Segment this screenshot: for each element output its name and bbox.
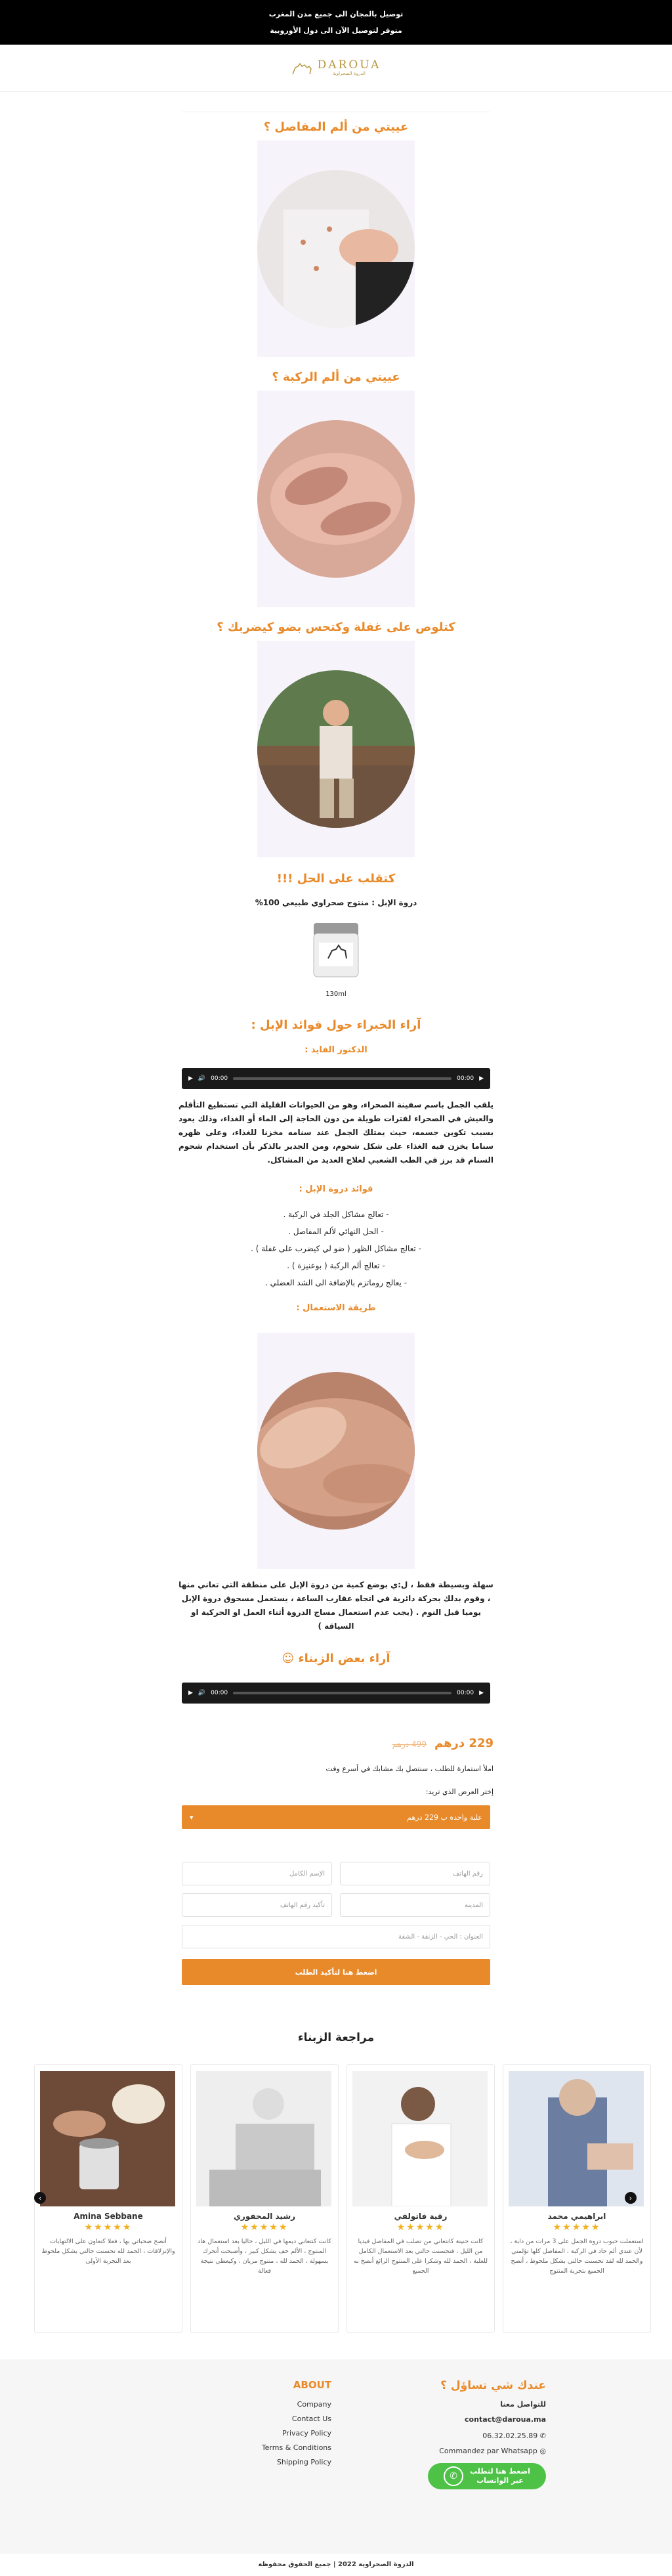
footer-link-company[interactable]: Company: [297, 2400, 331, 2409]
list-item: - الحل النهائي لألم المفاصل .: [288, 1227, 384, 1236]
announcement-line-2: متوفر لتوصيل الآن الى دول الأوروبية: [270, 26, 402, 35]
review-text: كانت حنينة كانتعاني من تصلب في المفاصل فيديا من الليل ، فتحسنت حالتي بعد الاستعمال الكامل للعلبة ، الحمد لله وشكرا على المنتوج الرائع أنصح به الجميع: [354, 2238, 488, 2275]
review-card: [190, 2064, 339, 2333]
address-input[interactable]: العنوان : الحي - الزنقة - الشقة: [182, 1925, 490, 1948]
heading-experts: آراء الخبراء حول فوائد الإبل :: [251, 1018, 421, 1032]
reviewer-name: ابراهيمي محمد: [547, 2212, 606, 2221]
list-item: - تعالج مشاكل الظهر ( ضو لي كيضرب على غفلة ) .: [251, 1244, 421, 1253]
reviews-carousel: [0, 2044, 672, 2333]
review-card: [34, 2064, 182, 2333]
announcement-bar: [0, 0, 672, 45]
confirm-phone-input[interactable]: تأكيد رقم الهاتف: [182, 1893, 332, 1917]
phone-input[interactable]: رقم الهاتف: [340, 1862, 490, 1885]
review-card: [346, 2064, 495, 2333]
star-rating: ★★★★★: [240, 2222, 289, 2233]
contact-email[interactable]: contact@daroua.ma: [465, 2415, 546, 2424]
list-item: - تعالج مشاكل الجلد في الركبة .: [283, 1210, 389, 1219]
knee-pain-image: [257, 391, 415, 607]
reviewer-name: رقية فاتولفي: [394, 2212, 448, 2221]
reviews-title: مراجعة الزبناء: [297, 2031, 375, 2044]
play-icon[interactable]: ▶: [188, 1690, 193, 1696]
footer: [0, 2359, 672, 2576]
back-pain-image: [257, 641, 415, 857]
contact-title: عندك شي تساؤل ؟: [440, 2379, 546, 2392]
mute-icon[interactable]: ▶: [479, 1690, 484, 1696]
heading-solution: كتقلب على الحل !!!: [276, 872, 396, 886]
footer-link-contact[interactable]: Contact Us: [291, 2415, 331, 2423]
heading-doctor: الدكتور الفايد :: [304, 1045, 368, 1055]
whatsapp-icon: ✆: [444, 2466, 463, 2486]
brand-name: DAROUA: [317, 58, 381, 72]
footer-link-terms[interactable]: Terms & Conditions: [261, 2443, 331, 2452]
offer-select[interactable]: [182, 1805, 490, 1829]
reviewer-name: رشيد المحفوري: [233, 2212, 296, 2221]
announcement-line-1: توصيل بالمجان الى جميع مدن المغرب: [268, 10, 404, 18]
audio-time-end: 00:00: [457, 1075, 474, 1082]
whatsapp-icon: ◎: [537, 2447, 546, 2455]
chevron-left-icon: ‹: [38, 2193, 42, 2202]
audio-time-start: 00:00: [211, 1075, 228, 1082]
audio-progress[interactable]: [233, 1077, 452, 1080]
footer-link-shipping[interactable]: Shipping Policy: [276, 2458, 331, 2466]
price: 229 درهم: [434, 1736, 494, 1750]
joint-pain-image: [257, 140, 415, 357]
about-title: ABOUT: [293, 2379, 331, 2391]
audio-player-1[interactable]: [182, 1068, 490, 1089]
phone-icon: ✆: [537, 2432, 546, 2440]
mute-icon[interactable]: ▶: [479, 1075, 484, 1082]
play-icon[interactable]: ▶: [188, 1075, 193, 1082]
order-form: [182, 1862, 490, 1948]
choose-offer-label: إختر العرض الذي تريد:: [425, 1788, 494, 1796]
heading-customer-opinions: آراء بعض الزبناء ☺: [282, 1652, 390, 1665]
copyright: الدروة الصحراوية 2022 | جميع الحقوق محفوظة: [0, 2554, 672, 2576]
smile-icon: ☺: [282, 1652, 295, 1665]
jar-icon: [310, 920, 362, 979]
product-jar: [178, 920, 494, 979]
heading-benefits: فوائد دروة الإبل :: [299, 1184, 373, 1194]
review-text: استعملت حبوب دروة الجمل على 3 مرات من دابة ، لأن عندي ألم حاد في الركبة ، المفاصل كلها تؤلمني والحمد لله لقد تحسنت حالتي بشكل ملحوظ ، أنصح الجميع بتجربة المنتوج: [510, 2238, 644, 2275]
benefits-list: [178, 1206, 494, 1291]
review-text: أنصح صحباتي بها ، فعلا كتعاون على الالتهابات والإنزلاقات ، الحمد لله تحسنت حالتي بشكل ملحوظ بعد التجربة الأولى: [41, 2238, 175, 2265]
offer-selected: علبة واحدة ب 229 درهم: [407, 1813, 482, 1822]
review-text: كانت كنتعاني ديمها في الليل ، حاليا بعد استعمال هاد المنتوج ، الألم خف بشكل كبير ، وأصبحت أتحرك بسهولة ، الحمد لله ، منتوج مزيان ، وكيعطي نتيجة فعالة: [198, 2238, 331, 2275]
list-item: - يعالج روماتزم بالإضافة الى الشد العضلي .: [264, 1278, 408, 1287]
city-input[interactable]: المدينة: [340, 1893, 490, 1917]
header: [0, 45, 672, 92]
full-name-input[interactable]: الإسم الكامل: [182, 1862, 332, 1885]
brand-tagline: الدروة الصحراوية: [333, 71, 366, 76]
heading-knee-pain: عييتي من ألم الركبة ؟: [272, 370, 400, 384]
product-description: دروة الإبل : منتوج صحراوي طبيعي 100%: [255, 898, 417, 907]
usage-text: سهلة وبسيطة فقط ، ل:ي بوضع كمية من دروة الإبل على منطقة التي تعاني منها ، وقوم بدلك بحركة دائرية في اتجاه عقارب الساعة ، يستعمل مسحوق دروة الإبل يوميا قبل النوم . (يجب عدم استعمال مساج الدروة أثناء العمل او الحركية او السياقة ): [178, 1580, 494, 1631]
chevron-down-icon: ▾: [190, 1813, 194, 1822]
contact-subtitle: للتواصل معنا: [500, 2400, 546, 2409]
usage-image: [257, 1333, 415, 1569]
whatsapp-button-line-1: اضغط هنا لتطلب: [470, 2467, 530, 2476]
footer-link-privacy[interactable]: Privacy Policy: [282, 2429, 331, 2437]
camel-logo-icon: [291, 61, 312, 75]
whatsapp-button[interactable]: [428, 2463, 546, 2489]
old-price: 499 درهم: [392, 1740, 427, 1749]
whatsapp-text[interactable]: ◎ Commandez par Whatsapp: [439, 2447, 546, 2455]
logo[interactable]: [291, 60, 381, 76]
audio-player-2[interactable]: [182, 1683, 490, 1704]
heading-joint-pain: عييتي من ألم المفاصل ؟: [263, 120, 409, 134]
carousel-prev-button[interactable]: [34, 2192, 46, 2204]
submit-order-button[interactable]: اضغط هنا لتأكيد الطلب: [182, 1959, 490, 1985]
contact-phone[interactable]: ✆ 06.32.02.25.89: [482, 2432, 546, 2440]
whatsapp-button-line-2: عبر الواتساب: [476, 2476, 524, 2485]
star-rating: ★★★★★: [553, 2222, 601, 2233]
footer-contact: [349, 2379, 546, 2489]
list-item: - تعالج ألم الركبة ( بوعنيزة ) .: [287, 1261, 385, 1270]
audio-progress[interactable]: [233, 1692, 452, 1694]
footer-about: [236, 2379, 331, 2470]
product-size: 130ml: [326, 991, 346, 998]
price-row: [178, 1736, 494, 1750]
heading-back-pain: كتلوص على غفلة وكتحس بضو كيضربك ؟: [217, 620, 455, 634]
star-rating: ★★★★★: [396, 2222, 445, 2233]
audio-time-start: 00:00: [211, 1690, 228, 1696]
heading-usage: طريقة الاستعمال :: [296, 1303, 376, 1313]
audio-time-end: 00:00: [457, 1690, 474, 1696]
volume-icon[interactable]: 🔊: [198, 1075, 206, 1082]
chevron-right-icon: ›: [629, 2193, 633, 2202]
carousel-next-button[interactable]: [625, 2192, 637, 2204]
order-instruction: املأ استمارة للطلب ، سنتصل بك مشابك في أسرع وقت: [326, 1765, 494, 1773]
doctor-text: يلقب الجمل باسم سفينة الصحراء، وهو من الحيوانات القليلة التي تستطيع التأقلم والعيش في الصحراء لفترات طويلة من دون الحاجة إلى الماء أو الغذاء، وذلك يعود بسبب تكوين جسمه، حيث يمتلك الجمل عند سنامه مخزنا للغذاء، وعلى ظهره سناما يخزن فيه الغذاء على شكل شحوم، ومن الجدير بالذكر بأن استخدام شحوم السنام قد برز في الطب الشعبي لعلاج العديد من المشاكل.: [178, 1100, 494, 1165]
volume-icon[interactable]: 🔊: [198, 1690, 206, 1696]
star-rating: ★★★★★: [84, 2222, 133, 2233]
reviewer-name: Amina Sebbane: [74, 2212, 143, 2221]
